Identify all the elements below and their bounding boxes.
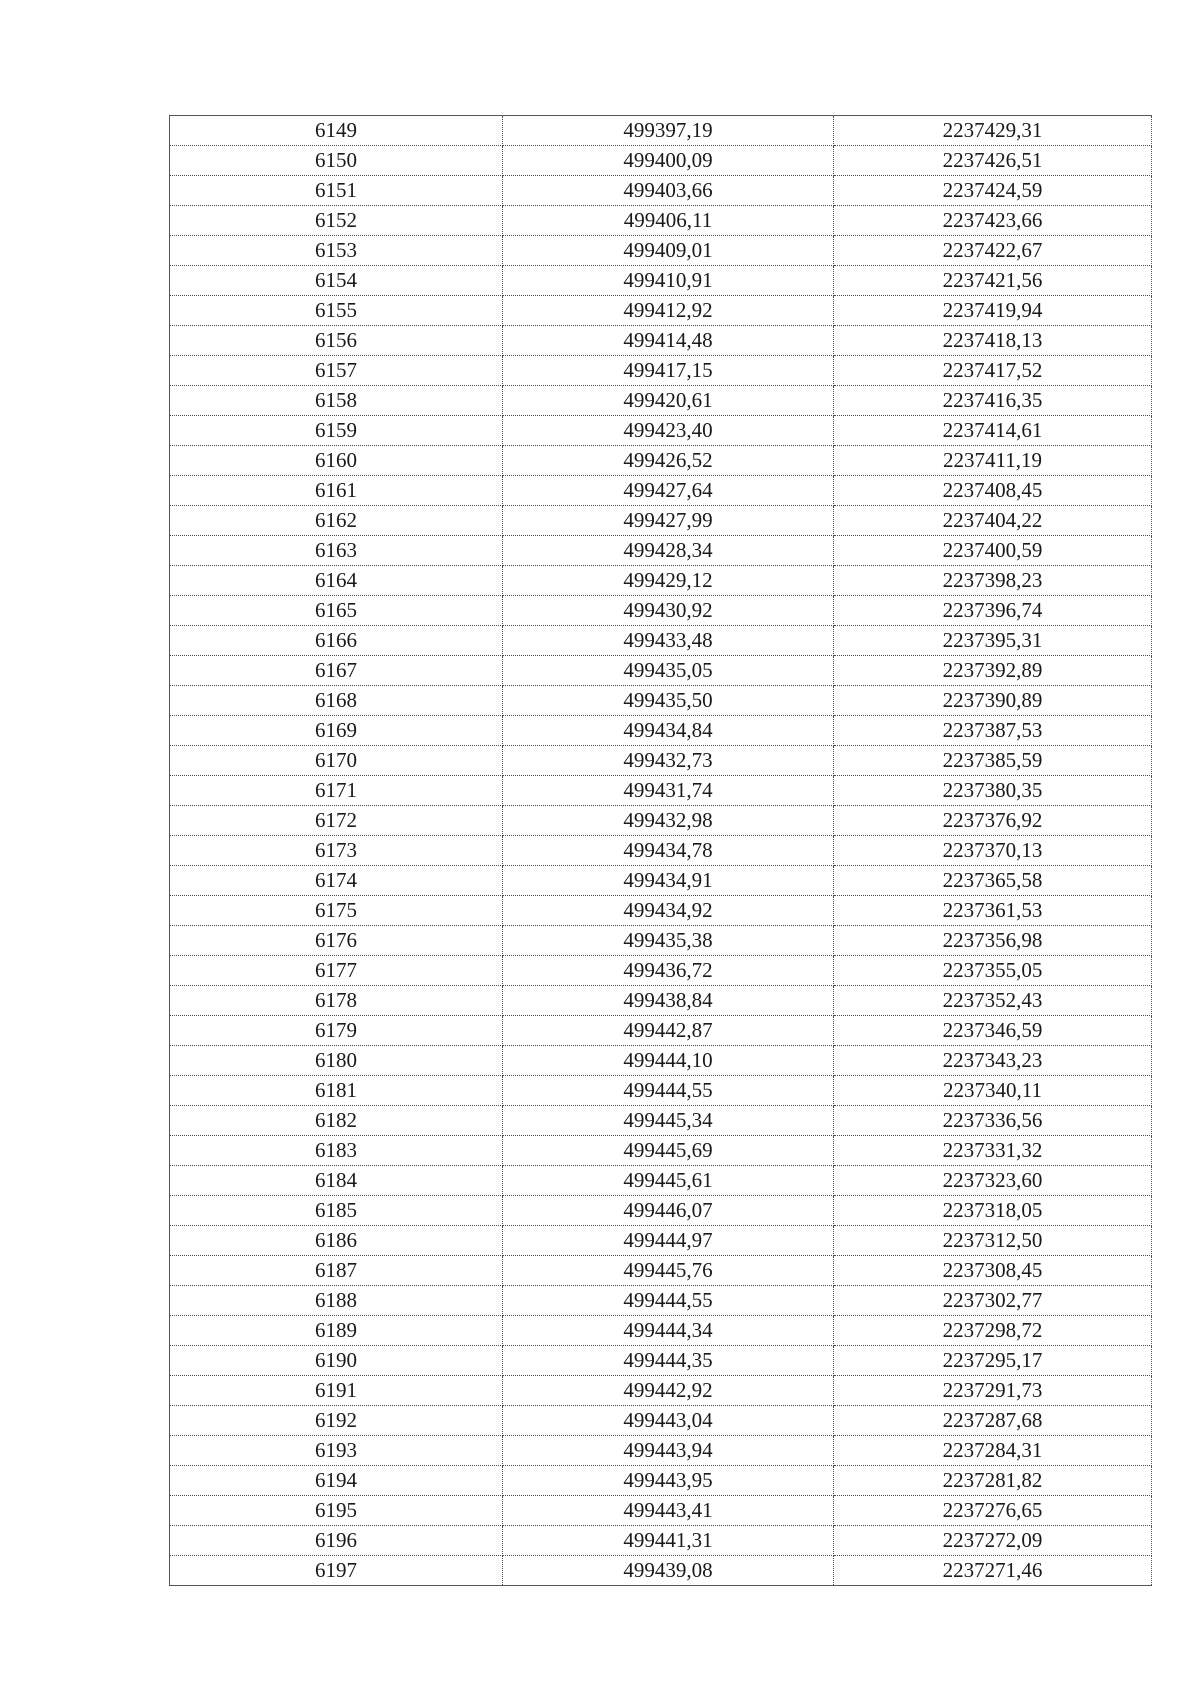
- y-coordinate-cell: 2237422,67: [834, 236, 1152, 266]
- point-number-cell: 6171: [170, 776, 503, 806]
- x-coordinate-cell: 499443,94: [503, 1436, 834, 1466]
- x-coordinate-cell: 499439,08: [503, 1556, 834, 1586]
- table-row: [170, 1166, 1152, 1196]
- point-number-cell: 6174: [170, 866, 503, 896]
- point-number-cell: 6165: [170, 596, 503, 626]
- x-coordinate-cell: 499400,09: [503, 146, 834, 176]
- point-number-cell: 6191: [170, 1376, 503, 1406]
- x-coordinate-cell: 499441,31: [503, 1526, 834, 1556]
- point-number-cell: 6182: [170, 1106, 503, 1136]
- y-coordinate-cell: 2237302,77: [834, 1286, 1152, 1316]
- x-coordinate-cell: 499430,92: [503, 596, 834, 626]
- y-coordinate-cell: 2237298,72: [834, 1316, 1152, 1346]
- y-coordinate-cell: 2237417,52: [834, 356, 1152, 386]
- point-number-cell: 6163: [170, 536, 503, 566]
- x-coordinate-cell: 499444,55: [503, 1076, 834, 1106]
- x-coordinate-cell: 499444,97: [503, 1226, 834, 1256]
- x-coordinate-cell: 499414,48: [503, 326, 834, 356]
- point-number-cell: 6190: [170, 1346, 503, 1376]
- point-number-cell: 6184: [170, 1166, 503, 1196]
- y-coordinate-cell: 2237343,23: [834, 1046, 1152, 1076]
- y-coordinate-cell: 2237390,89: [834, 686, 1152, 716]
- x-coordinate-cell: 499434,92: [503, 896, 834, 926]
- table-row: [170, 836, 1152, 866]
- x-coordinate-cell: 499436,72: [503, 956, 834, 986]
- y-coordinate-cell: 2237276,65: [834, 1496, 1152, 1526]
- point-number-cell: 6150: [170, 146, 503, 176]
- table-row: [170, 506, 1152, 536]
- table-row: [170, 536, 1152, 566]
- table-row: [170, 356, 1152, 386]
- y-coordinate-cell: 2237346,59: [834, 1016, 1152, 1046]
- point-number-cell: 6157: [170, 356, 503, 386]
- x-coordinate-cell: 499429,12: [503, 566, 834, 596]
- table-row: [170, 296, 1152, 326]
- point-number-cell: 6173: [170, 836, 503, 866]
- point-number-cell: 6172: [170, 806, 503, 836]
- point-number-cell: 6180: [170, 1046, 503, 1076]
- x-coordinate-cell: 499435,05: [503, 656, 834, 686]
- point-number-cell: 6194: [170, 1466, 503, 1496]
- table-row: [170, 1196, 1152, 1226]
- y-coordinate-cell: 2237287,68: [834, 1406, 1152, 1436]
- point-number-cell: 6188: [170, 1286, 503, 1316]
- point-number-cell: 6167: [170, 656, 503, 686]
- table-row: [170, 1136, 1152, 1166]
- y-coordinate-cell: 2237272,09: [834, 1526, 1152, 1556]
- y-coordinate-cell: 2237331,32: [834, 1136, 1152, 1166]
- point-number-cell: 6196: [170, 1526, 503, 1556]
- table-row: [170, 176, 1152, 206]
- y-coordinate-cell: 2237398,23: [834, 566, 1152, 596]
- x-coordinate-cell: 499428,34: [503, 536, 834, 566]
- table-row: [170, 266, 1152, 296]
- point-number-cell: 6155: [170, 296, 503, 326]
- point-number-cell: 6178: [170, 986, 503, 1016]
- point-number-cell: 6193: [170, 1436, 503, 1466]
- table-row: [170, 656, 1152, 686]
- table-row: [170, 1466, 1152, 1496]
- table-row: [170, 1046, 1152, 1076]
- y-coordinate-cell: 2237323,60: [834, 1166, 1152, 1196]
- x-coordinate-cell: 499444,55: [503, 1286, 834, 1316]
- x-coordinate-cell: 499444,10: [503, 1046, 834, 1076]
- table-row: [170, 1526, 1152, 1556]
- table-row: [170, 1376, 1152, 1406]
- y-coordinate-cell: 2237336,56: [834, 1106, 1152, 1136]
- table-row: [170, 1406, 1152, 1436]
- table-row: [170, 476, 1152, 506]
- table-row: [170, 146, 1152, 176]
- y-coordinate-cell: 2237380,35: [834, 776, 1152, 806]
- table-row: [170, 566, 1152, 596]
- x-coordinate-cell: 499434,78: [503, 836, 834, 866]
- y-coordinate-cell: 2237312,50: [834, 1226, 1152, 1256]
- x-coordinate-cell: 499446,07: [503, 1196, 834, 1226]
- table-row: [170, 746, 1152, 776]
- point-number-cell: 6151: [170, 176, 503, 206]
- y-coordinate-cell: 2237408,45: [834, 476, 1152, 506]
- y-coordinate-cell: 2237356,98: [834, 926, 1152, 956]
- x-coordinate-cell: 499412,92: [503, 296, 834, 326]
- table-row: [170, 1316, 1152, 1346]
- table-row: [170, 116, 1152, 146]
- y-coordinate-cell: 2237361,53: [834, 896, 1152, 926]
- point-number-cell: 6154: [170, 266, 503, 296]
- coordinates-table: [169, 115, 1152, 1586]
- point-number-cell: 6183: [170, 1136, 503, 1166]
- table-row: [170, 716, 1152, 746]
- table-row: [170, 1106, 1152, 1136]
- point-number-cell: 6166: [170, 626, 503, 656]
- x-coordinate-cell: 499423,40: [503, 416, 834, 446]
- table-row: [170, 866, 1152, 896]
- y-coordinate-cell: 2237355,05: [834, 956, 1152, 986]
- table-row: [170, 1016, 1152, 1046]
- y-coordinate-cell: 2237376,92: [834, 806, 1152, 836]
- point-number-cell: 6187: [170, 1256, 503, 1286]
- y-coordinate-cell: 2237421,56: [834, 266, 1152, 296]
- y-coordinate-cell: 2237424,59: [834, 176, 1152, 206]
- point-number-cell: 6162: [170, 506, 503, 536]
- table-row: [170, 1346, 1152, 1376]
- table-row: [170, 626, 1152, 656]
- point-number-cell: 6195: [170, 1496, 503, 1526]
- table-row: [170, 1256, 1152, 1286]
- x-coordinate-cell: 499431,74: [503, 776, 834, 806]
- point-number-cell: 6189: [170, 1316, 503, 1346]
- point-number-cell: 6153: [170, 236, 503, 266]
- y-coordinate-cell: 2237352,43: [834, 986, 1152, 1016]
- x-coordinate-cell: 499443,41: [503, 1496, 834, 1526]
- y-coordinate-cell: 2237400,59: [834, 536, 1152, 566]
- x-coordinate-cell: 499442,92: [503, 1376, 834, 1406]
- point-number-cell: 6170: [170, 746, 503, 776]
- y-coordinate-cell: 2237419,94: [834, 296, 1152, 326]
- table-row: [170, 686, 1152, 716]
- y-coordinate-cell: 2237295,17: [834, 1346, 1152, 1376]
- table-row: [170, 1436, 1152, 1466]
- y-coordinate-cell: 2237404,22: [834, 506, 1152, 536]
- y-coordinate-cell: 2237426,51: [834, 146, 1152, 176]
- point-number-cell: 6176: [170, 926, 503, 956]
- point-number-cell: 6158: [170, 386, 503, 416]
- point-number-cell: 6169: [170, 716, 503, 746]
- x-coordinate-cell: 499397,19: [503, 116, 834, 146]
- point-number-cell: 6161: [170, 476, 503, 506]
- x-coordinate-cell: 499403,66: [503, 176, 834, 206]
- table-row: [170, 986, 1152, 1016]
- point-number-cell: 6156: [170, 326, 503, 356]
- x-coordinate-cell: 499442,87: [503, 1016, 834, 1046]
- table-row: [170, 806, 1152, 836]
- x-coordinate-cell: 499432,98: [503, 806, 834, 836]
- table-row: [170, 206, 1152, 236]
- y-coordinate-cell: 2237318,05: [834, 1196, 1152, 1226]
- y-coordinate-cell: 2237340,11: [834, 1076, 1152, 1106]
- x-coordinate-cell: 499432,73: [503, 746, 834, 776]
- point-number-cell: 6185: [170, 1196, 503, 1226]
- point-number-cell: 6168: [170, 686, 503, 716]
- x-coordinate-cell: 499438,84: [503, 986, 834, 1016]
- y-coordinate-cell: 2237395,31: [834, 626, 1152, 656]
- x-coordinate-cell: 499427,64: [503, 476, 834, 506]
- point-number-cell: 6149: [170, 116, 503, 146]
- table-row: [170, 386, 1152, 416]
- y-coordinate-cell: 2237385,59: [834, 746, 1152, 776]
- y-coordinate-cell: 2237271,46: [834, 1556, 1152, 1586]
- table-row: [170, 1076, 1152, 1106]
- x-coordinate-cell: 499444,34: [503, 1316, 834, 1346]
- point-number-cell: 6192: [170, 1406, 503, 1436]
- point-number-cell: 6197: [170, 1556, 503, 1586]
- table-row: [170, 326, 1152, 356]
- y-coordinate-cell: 2237308,45: [834, 1256, 1152, 1286]
- x-coordinate-cell: 499443,04: [503, 1406, 834, 1436]
- x-coordinate-cell: 499445,69: [503, 1136, 834, 1166]
- point-number-cell: 6181: [170, 1076, 503, 1106]
- table-row: [170, 1496, 1152, 1526]
- coordinates-table-body: [170, 116, 1152, 1586]
- y-coordinate-cell: 2237416,35: [834, 386, 1152, 416]
- table-row: [170, 776, 1152, 806]
- y-coordinate-cell: 2237284,31: [834, 1436, 1152, 1466]
- point-number-cell: 6164: [170, 566, 503, 596]
- x-coordinate-cell: 499433,48: [503, 626, 834, 656]
- x-coordinate-cell: 499435,50: [503, 686, 834, 716]
- y-coordinate-cell: 2237396,74: [834, 596, 1152, 626]
- y-coordinate-cell: 2237418,13: [834, 326, 1152, 356]
- table-row: [170, 416, 1152, 446]
- point-number-cell: 6152: [170, 206, 503, 236]
- point-number-cell: 6186: [170, 1226, 503, 1256]
- point-number-cell: 6159: [170, 416, 503, 446]
- table-row: [170, 926, 1152, 956]
- y-coordinate-cell: 2237429,31: [834, 116, 1152, 146]
- y-coordinate-cell: 2237423,66: [834, 206, 1152, 236]
- y-coordinate-cell: 2237387,53: [834, 716, 1152, 746]
- y-coordinate-cell: 2237392,89: [834, 656, 1152, 686]
- x-coordinate-cell: 499434,91: [503, 866, 834, 896]
- table-row: [170, 1286, 1152, 1316]
- x-coordinate-cell: 499445,61: [503, 1166, 834, 1196]
- point-number-cell: 6160: [170, 446, 503, 476]
- point-number-cell: 6179: [170, 1016, 503, 1046]
- point-number-cell: 6177: [170, 956, 503, 986]
- y-coordinate-cell: 2237414,61: [834, 416, 1152, 446]
- table-row: [170, 1226, 1152, 1256]
- table-row: [170, 1556, 1152, 1586]
- x-coordinate-cell: 499445,76: [503, 1256, 834, 1286]
- y-coordinate-cell: 2237281,82: [834, 1466, 1152, 1496]
- table-row: [170, 956, 1152, 986]
- y-coordinate-cell: 2237365,58: [834, 866, 1152, 896]
- x-coordinate-cell: 499435,38: [503, 926, 834, 956]
- x-coordinate-cell: 499426,52: [503, 446, 834, 476]
- x-coordinate-cell: 499420,61: [503, 386, 834, 416]
- x-coordinate-cell: 499434,84: [503, 716, 834, 746]
- table-row: [170, 236, 1152, 266]
- x-coordinate-cell: 499417,15: [503, 356, 834, 386]
- y-coordinate-cell: 2237411,19: [834, 446, 1152, 476]
- table-row: [170, 596, 1152, 626]
- x-coordinate-cell: 499445,34: [503, 1106, 834, 1136]
- x-coordinate-cell: 499427,99: [503, 506, 834, 536]
- y-coordinate-cell: 2237370,13: [834, 836, 1152, 866]
- x-coordinate-cell: 499444,35: [503, 1346, 834, 1376]
- table-row: [170, 896, 1152, 926]
- x-coordinate-cell: 499406,11: [503, 206, 834, 236]
- table-row: [170, 446, 1152, 476]
- x-coordinate-cell: 499410,91: [503, 266, 834, 296]
- x-coordinate-cell: 499443,95: [503, 1466, 834, 1496]
- y-coordinate-cell: 2237291,73: [834, 1376, 1152, 1406]
- x-coordinate-cell: 499409,01: [503, 236, 834, 266]
- point-number-cell: 6175: [170, 896, 503, 926]
